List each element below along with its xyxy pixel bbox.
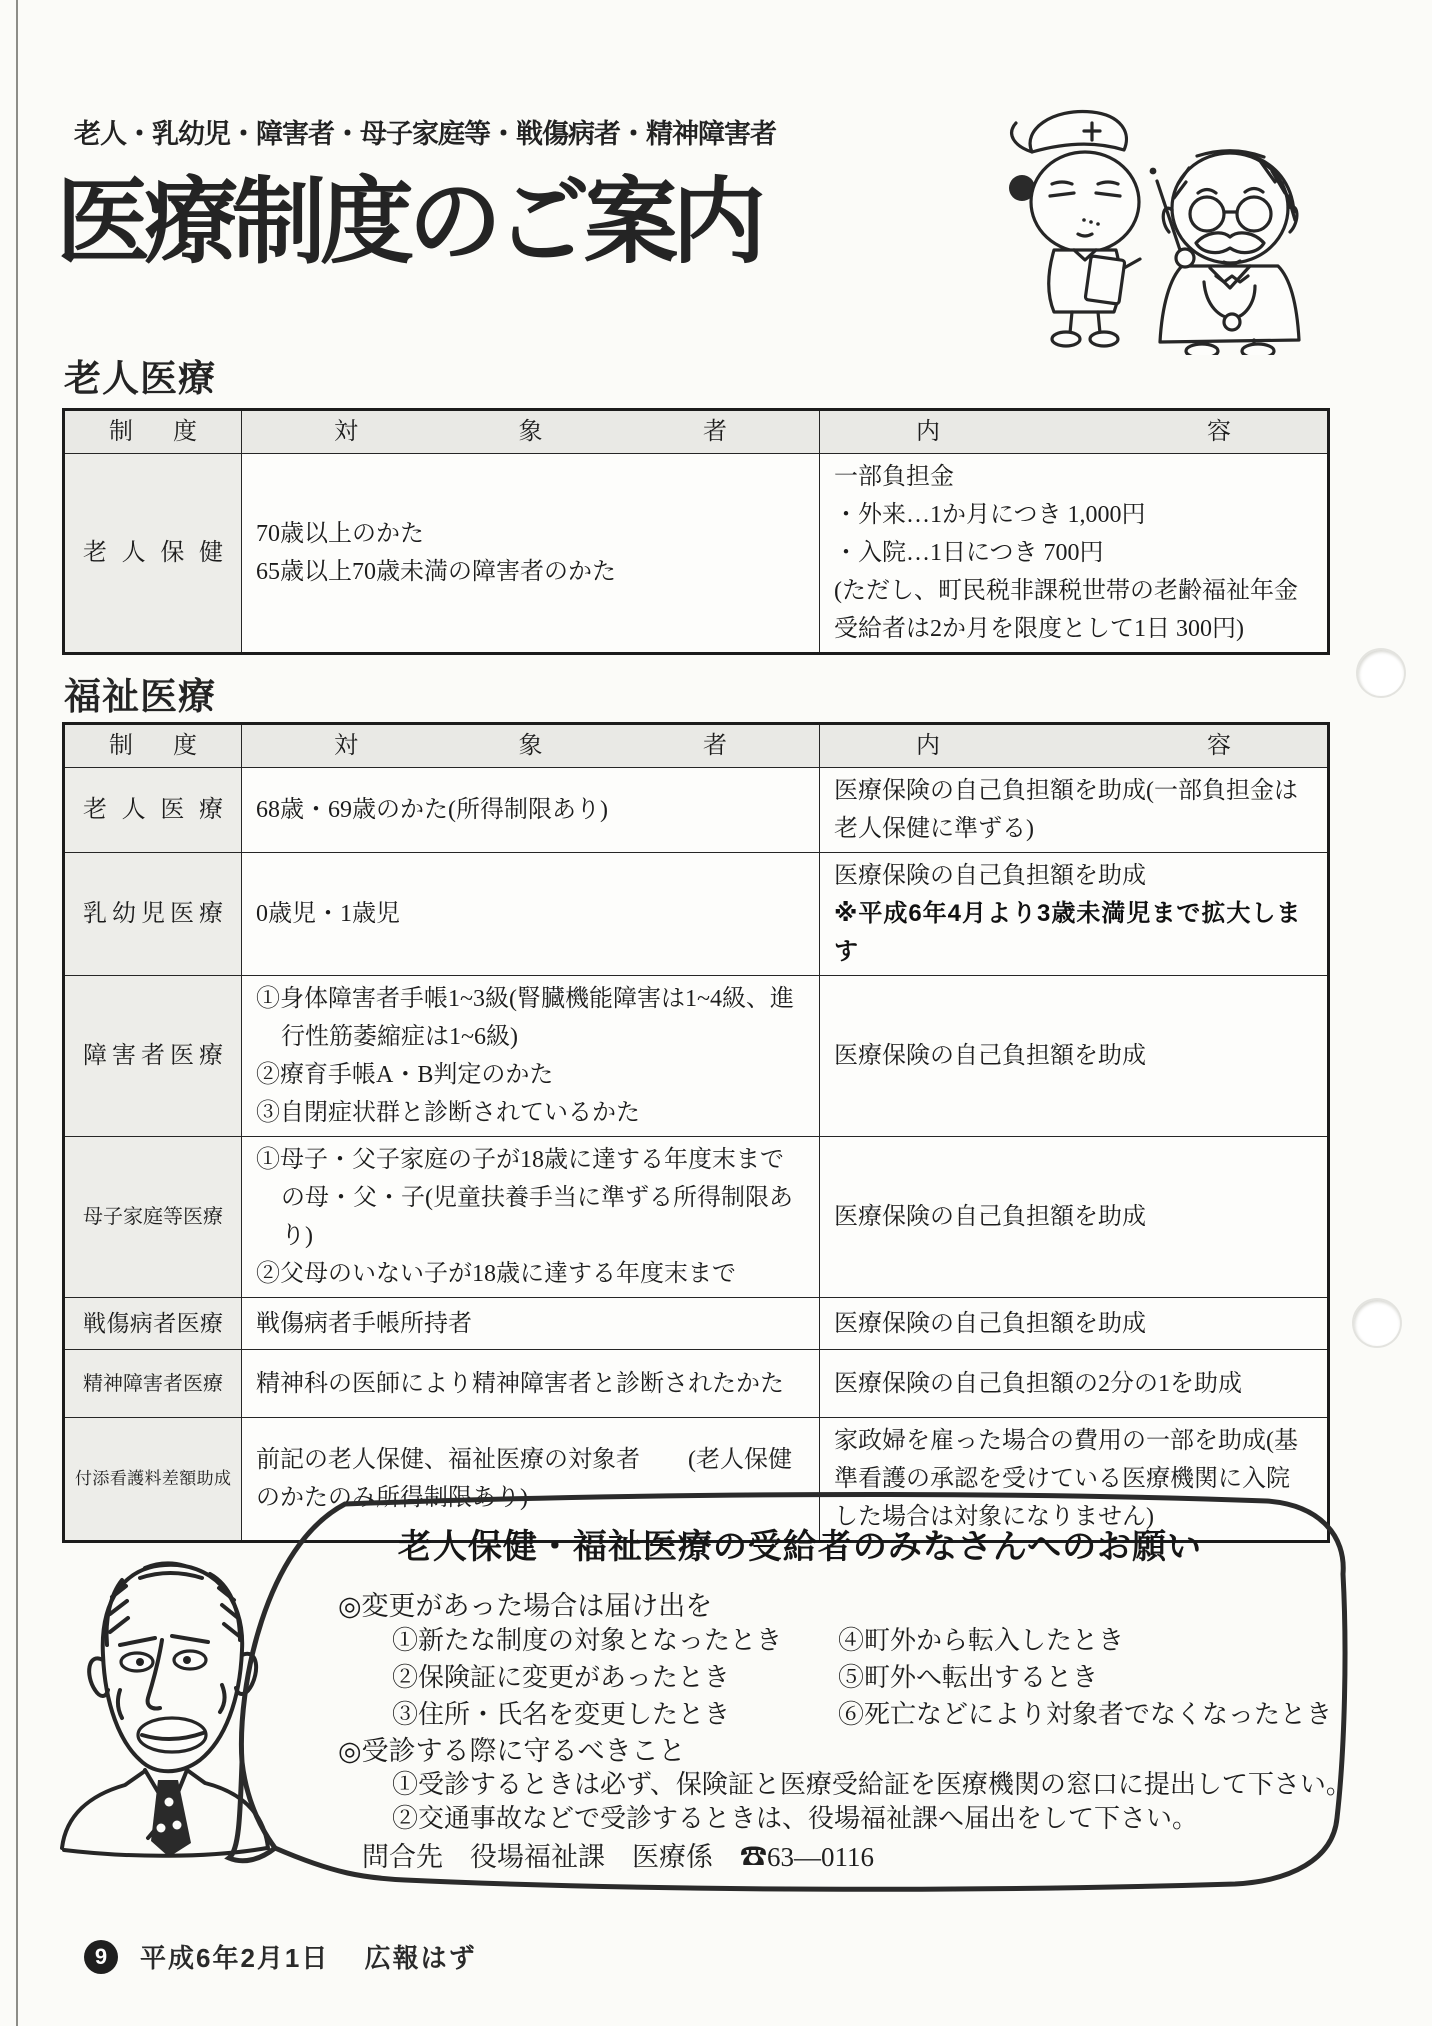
list-item: ①受診するときは必ず、保険証と医療受給証を医療機関の窓口に提出して下さい。	[392, 1770, 1352, 1799]
list-item: ⑥死亡などにより対象者でなくなったとき	[838, 1700, 1333, 1729]
footer-date: 平成6年2月1日	[140, 1943, 330, 1973]
table-row	[64, 1137, 1329, 1298]
column-header-taishosha: 対象者	[242, 410, 820, 454]
binder-hole	[1354, 1300, 1400, 1346]
change-items-left	[392, 1620, 782, 1731]
table-row	[64, 454, 1329, 654]
naiyo-cell: 医療保険の自己負担額を助成	[820, 1137, 1329, 1298]
list-item: ⑤町外へ転出するとき	[838, 1663, 1099, 1692]
table-header-row	[64, 410, 1329, 454]
naiyo-cell: 医療保険の自己負担額を助成 ※平成6年4月より3歳未満児まで拡大します	[820, 853, 1329, 976]
visit-items	[392, 1764, 1352, 1832]
row-label: 老人保健	[64, 454, 242, 654]
row-label: 障害者医療	[64, 976, 242, 1137]
change-items-right	[838, 1620, 1332, 1731]
table-row	[64, 1350, 1329, 1418]
naiyo-cell: 医療保険の自己負担額を助成	[820, 976, 1329, 1137]
list-item: ①新たな制度の対象となったとき	[392, 1626, 783, 1655]
binder-hole	[1358, 650, 1404, 696]
footer-publication: 広報はず	[364, 1943, 477, 1973]
section-title-rojin-iryo: 老人医療	[64, 358, 216, 399]
table-row	[64, 976, 1329, 1137]
column-header-seido: 制度	[64, 410, 242, 454]
taishosha-cell: 精神科の医師により精神障害者と診断されたかた	[242, 1350, 820, 1418]
table-row	[64, 853, 1329, 976]
nurse-and-doctor-illustration	[992, 90, 1332, 355]
section-title-fukushi-iryo: 福祉医療	[64, 676, 216, 717]
naiyo-cell: 医療保険の自己負担額を助成	[820, 1298, 1329, 1350]
visit-rules-heading: ◎受診する際に守るべきこと	[338, 1736, 686, 1766]
taishosha-cell: 前記の老人保健、福祉医療の対象者 (老人保健のかたのみ所得制限あり)	[242, 1418, 820, 1542]
naiyo-cell: 医療保険の自己負担額の2分の1を助成	[820, 1350, 1329, 1418]
row-label: 付添看護料差額助成	[64, 1418, 242, 1542]
bubble-title: 老人保健・福祉医療の受給者のみなさんへのお願い	[397, 1529, 1203, 1566]
taishosha-cell: ①母子・父子家庭の子が18歳に達する年度末までの母・父・子(児童扶養手当に準ずる所得制限あり) ②父母のいない子が18歳に達する年度末まで	[242, 1137, 820, 1298]
taishosha-cell: ①身体障害者手帳1~3級(腎臓機能障害は1~4級、進行性筋萎縮症は1~6級) ②療育手帳A・B判定のかた ③自閉症状群と診断されているかた	[242, 976, 820, 1137]
expansion-note: ※平成6年4月より3歳未満児まで拡大します	[834, 900, 1302, 965]
table-row	[64, 1298, 1329, 1350]
list-item: ④町外から転入したとき	[838, 1626, 1125, 1655]
scan-edge-line	[16, 0, 18, 2026]
column-header-naiyo: 内容	[820, 410, 1329, 454]
rojin-hoken-table	[62, 408, 1330, 655]
row-label: 乳幼児医療	[64, 853, 242, 976]
naiyo-cell: 医療保険の自己負担額を助成(一部負担金は老人保健に準ずる)	[820, 768, 1329, 853]
table-header-row	[64, 724, 1329, 768]
row-label: 老人医療	[64, 768, 242, 853]
naiyo-cell: 家政婦を雇った場合の費用の一部を助成(基準看護の承認を受けている医療機関に入院した場合は対象になりません)	[820, 1418, 1329, 1542]
taishosha-cell: 戦傷病者手帳所持者	[242, 1298, 820, 1350]
contact-info: 問合先 役場福祉課 医療係 ☎63―0116	[362, 1842, 874, 1872]
row-label: 戦傷病者医療	[64, 1298, 242, 1350]
footer-text	[140, 1938, 477, 1975]
taishosha-cell: 0歳児・1歳児	[242, 853, 820, 976]
fukushi-iryo-table	[62, 722, 1330, 1543]
list-item: ②交通事故などで受診するときは、役場福祉課へ届出をして下さい。	[392, 1804, 1199, 1833]
eyebrow-heading: 老人・乳幼児・障害者・母子家庭等・戦傷病者・精神障害者	[74, 119, 776, 149]
list-item: ②保険証に変更があったとき	[392, 1663, 730, 1692]
row-label: 精神障害者医療	[64, 1350, 242, 1418]
page-number-badge: 9	[84, 1940, 118, 1974]
list-item: ③住所・氏名を変更したとき	[392, 1700, 731, 1729]
page-title: 医療制度のご案内	[56, 169, 761, 274]
table-row	[64, 768, 1329, 853]
column-header-taishosha: 対象者	[242, 724, 820, 768]
page-footer	[84, 1938, 477, 1974]
column-header-naiyo: 内容	[820, 724, 1329, 768]
column-header-seido: 制度	[64, 724, 242, 768]
change-report-heading: ◎変更があった場合は届け出を	[338, 1591, 713, 1621]
taishosha-cell: 68歳・69歳のかた(所得制限あり)	[242, 768, 820, 853]
naiyo-cell: 一部負担金 ・外来…1か月につき 1,000円 ・入院…1日につき 700円 (ただし、町民税非課税世帯の老齢福祉年金受給者は2か月を限度として1日 300円)	[820, 454, 1329, 654]
row-label: 母子家庭等医療	[64, 1137, 242, 1298]
taishosha-cell: 70歳以上のかた 65歳以上70歳未満の障害者のかた	[242, 454, 820, 654]
